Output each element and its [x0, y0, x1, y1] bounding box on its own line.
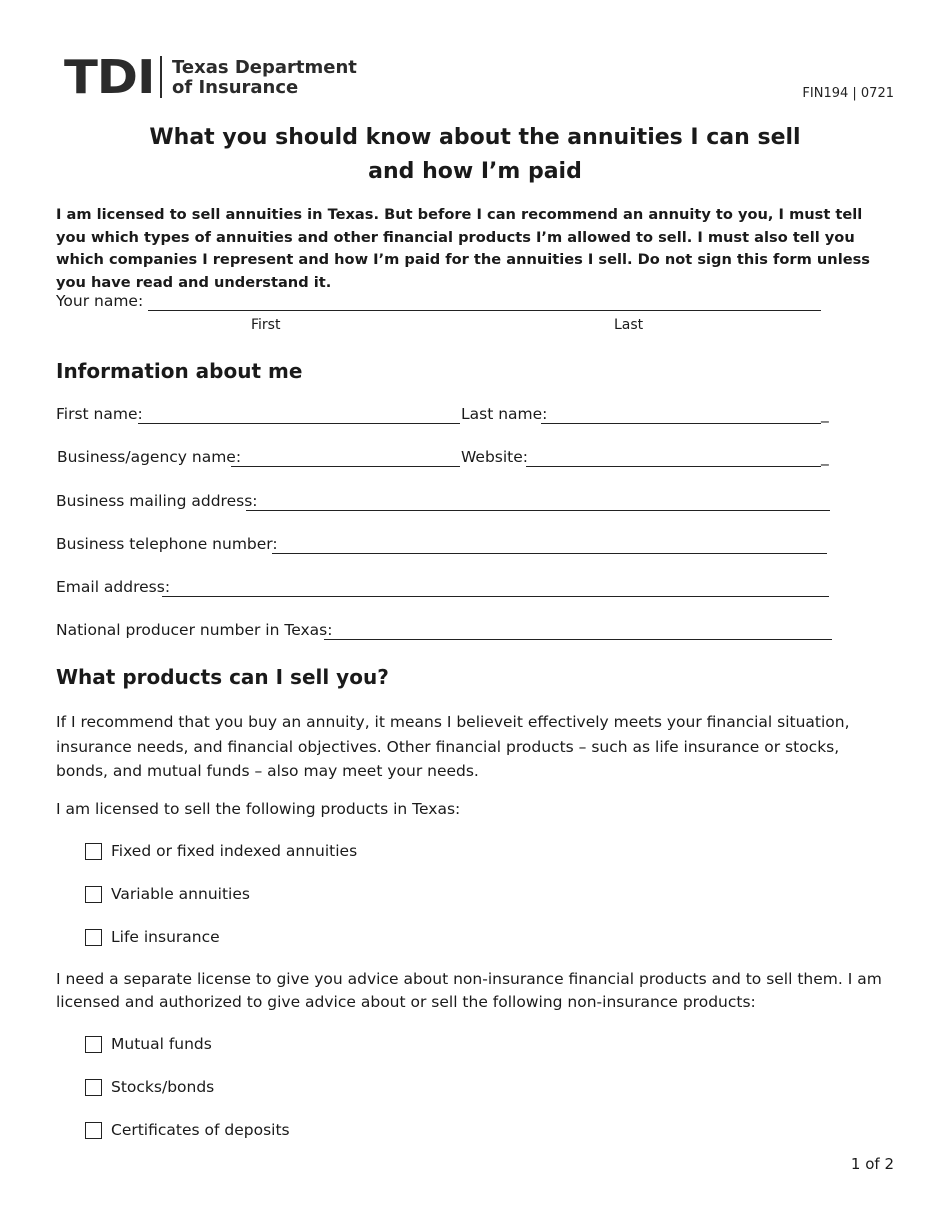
- website-trailing: _: [821, 448, 829, 466]
- last-name-trailing: _: [821, 405, 829, 423]
- logo-line-1: Texas Department: [172, 57, 357, 78]
- products-heading: What products can I sell you?: [56, 665, 389, 689]
- tdi-logo-mark: TDI: [64, 50, 155, 104]
- intro-paragraph: I am licensed to sell annuities in Texas. But before I can recommend an annuity to you, I must tell you which types of annuities and other financial products I’m allowed to sell. I must also tell you which companies I represent and how I’m paid for the annuities I sell. Do not sign this form unless you have read and understand it.: [56, 206, 870, 291]
- checkbox-certificates-of-deposits[interactable]: [85, 1122, 102, 1139]
- email-field[interactable]: [162, 596, 829, 597]
- checkbox-fixed-annuities[interactable]: [85, 843, 102, 860]
- tdi-logo-text: [172, 58, 357, 98]
- first-name-label: First name:: [56, 405, 143, 423]
- page-number: 1 of 2: [850, 1155, 894, 1173]
- mailing-address-label: Business mailing address:: [56, 492, 258, 510]
- business-name-label: Business/agency name:: [57, 448, 242, 466]
- products-intro-paragraph: If I recommend that you buy an annuity, it means I believeit effectively meets your financial situation, insurance needs, and financial objectives. Other financial products – such as life insurance or stocks, bonds, and mutual funds – also may meet your needs.: [56, 713, 850, 780]
- first-name-field[interactable]: [138, 423, 460, 424]
- checkbox-row-fixed-annuities[interactable]: [85, 840, 357, 862]
- licensed-products-paragraph: I am licensed to sell the following products in Texas:: [56, 800, 461, 818]
- npn-label: National producer number in Texas:: [56, 621, 333, 639]
- checkbox-row-certificates-of-deposits[interactable]: [85, 1119, 290, 1141]
- page-title-line-2: and how I’m paid: [368, 159, 582, 184]
- info-about-me-heading: Information about me: [56, 359, 303, 383]
- business-name-field[interactable]: [231, 466, 460, 467]
- checkbox-mutual-funds[interactable]: [85, 1036, 102, 1053]
- your-name-field[interactable]: [148, 310, 821, 311]
- checkbox-row-life-insurance[interactable]: [85, 926, 220, 948]
- form-code: FIN194 | 0721: [802, 86, 894, 101]
- telephone-label: Business telephone number:: [56, 535, 278, 553]
- checkbox-life-insurance[interactable]: [85, 929, 102, 946]
- checkbox-stocks-bonds[interactable]: [85, 1079, 102, 1096]
- checkbox-label: Stocks/bonds: [111, 1078, 215, 1096]
- logo-line-2: of Insurance: [172, 77, 299, 98]
- checkbox-variable-annuities[interactable]: [85, 886, 102, 903]
- checkbox-label: Life insurance: [111, 928, 220, 946]
- checkbox-label: Mutual funds: [111, 1035, 212, 1053]
- last-sublabel: Last: [614, 317, 644, 333]
- last-name-field[interactable]: [541, 423, 821, 424]
- checkbox-label: Variable annuities: [111, 885, 250, 903]
- logo-divider: [160, 56, 162, 98]
- npn-field[interactable]: [324, 639, 832, 640]
- non-insurance-paragraph: I need a separate license to give you advice about non-insurance financial products and to sell them. I am licensed and authorized to give advice about or sell the following non-insurance products:: [56, 970, 882, 1011]
- first-sublabel: First: [251, 317, 281, 333]
- email-label: Email address:: [56, 578, 171, 596]
- checkbox-row-mutual-funds[interactable]: [85, 1033, 212, 1055]
- checkbox-label: Certificates of deposits: [111, 1121, 290, 1139]
- checkbox-row-stocks-bonds[interactable]: [85, 1076, 214, 1098]
- last-name-label: Last name:: [461, 405, 548, 423]
- your-name-label: Your name:: [56, 292, 144, 310]
- website-label: Website:: [461, 448, 529, 466]
- mailing-address-field[interactable]: [246, 510, 830, 511]
- website-field[interactable]: [526, 466, 821, 467]
- telephone-field[interactable]: [272, 553, 827, 554]
- checkbox-row-variable-annuities[interactable]: [85, 883, 250, 905]
- page-title-line-1: What you should know about the annuities I can sell: [149, 125, 801, 150]
- checkbox-label: Fixed or fixed indexed annuities: [111, 842, 358, 860]
